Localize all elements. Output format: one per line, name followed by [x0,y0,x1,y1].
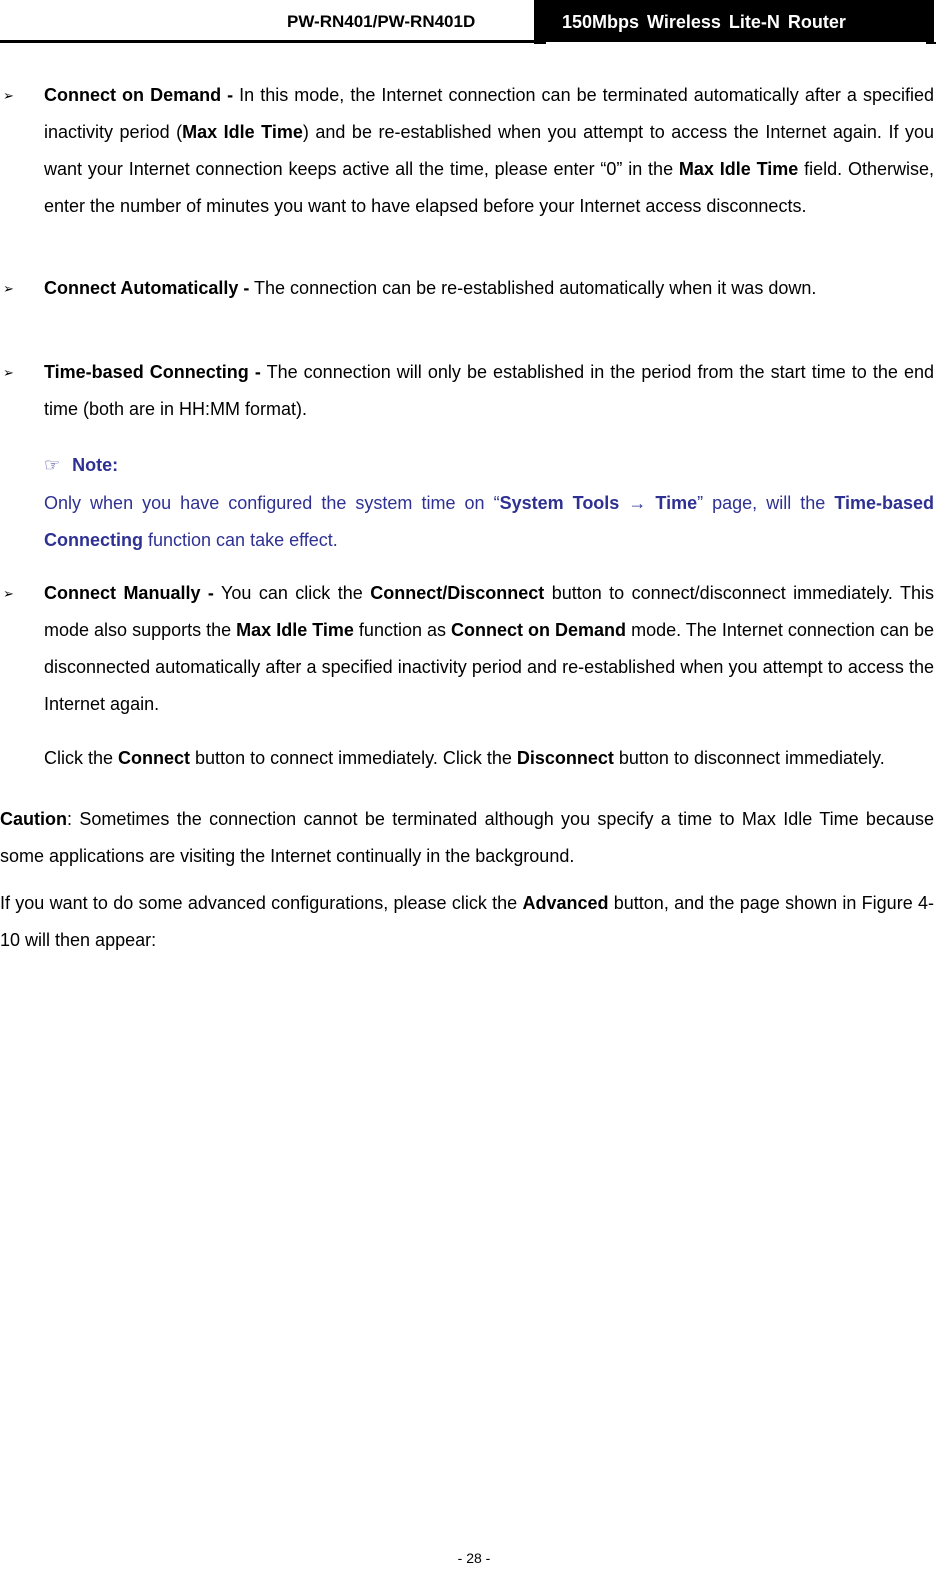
advanced-bold: Advanced [522,893,609,913]
bullet-icon: ➢ [3,88,14,103]
click-text: Click the [44,748,119,768]
page-number: - 28 - [457,1550,491,1566]
item-text: ) and be re-established when you attempt to access the Internet again. If you want your Internet connection keeps active all the time, please enter “0” in the [44,122,934,179]
item-text: field. Otherwise, enter the number of minutes you want to have elapsed before your Internet access disconnects. [44,159,934,216]
header-rule [0,40,534,43]
item-bold: Max Idle Time [182,122,303,142]
item-label: Connect on Demand - [44,85,234,105]
header-model: PW-RN401/PW-RN401D [287,12,476,31]
click-bold: Connect [118,748,191,768]
pointing-hand-icon: ☞ [44,455,61,475]
item-text: In this mode, the Internet connection can be terminated automatically after a specified inactivity period ( [44,85,934,142]
click-text: button to disconnect immediately. [613,748,885,768]
note-title: Note: [72,455,119,475]
item-text: mode. The Internet connection can be disconnected automatically after a specified inactivity period and re-established when you attempt to access the Internet again. [44,620,935,714]
click-text: button to connect immediately. Click the [190,748,517,768]
item-text: button to connect/disconnect immediately. This mode also supports the [44,583,934,640]
bullet-icon: ➢ [3,586,14,601]
item-bold: Max Idle Time [236,620,354,640]
item-text: The connection can be re-established automatically when it was down. [249,278,817,298]
item-text: The connection will only be established in the period from the start time to the end time (both are in HH:MM format). [44,362,934,419]
item-bold: Connect/Disconnect [370,583,545,603]
note-text: ” page, will the [697,493,835,513]
item-label: Connect Automatically - [44,278,250,298]
item-text: function as [353,620,452,640]
note-body [44,485,934,559]
bullet-icon: ➢ [3,281,14,296]
item-connect-on-demand [44,77,934,225]
item-time-based-connecting [44,354,934,428]
click-bold: Disconnect [516,748,614,768]
advanced-text: If you want to do some advanced configurations, please click the [0,893,523,913]
header-title: 150Mbps Wireless Lite-N Router [562,12,846,32]
item-connect-automatically [44,270,934,307]
item-text: You can click the [213,583,371,603]
header-tick-right [926,42,936,44]
advanced-paragraph [0,885,934,959]
item-bold: Connect on Demand [451,620,627,640]
click-instructions [44,740,934,777]
caution-paragraph [0,801,934,875]
page-header [0,0,948,44]
item-label: Time-based Connecting - [44,362,261,382]
advanced-text: button, and the page shown in Figure 4-10 will then appear: [0,893,934,950]
caution-label: Caution [0,809,67,829]
caution-text: : Sometimes the connection cannot be terminated although you specify a time to Max Idle Time because some applications are visiting the Internet continually in the background. [0,809,934,866]
item-bold: Max Idle Time [678,159,799,179]
item-label: Connect Manually - [44,583,214,603]
bullet-icon: ➢ [3,365,14,380]
note-bold: Time-based Connecting [44,493,935,550]
note-bold: System Tools → Time [499,493,698,513]
note-text: function can take effect. [143,530,338,550]
note-text: Only when you have configured the system time on “ [44,493,500,513]
header-tick-left [534,42,546,44]
note-heading [44,447,118,484]
item-connect-manually [44,575,934,723]
